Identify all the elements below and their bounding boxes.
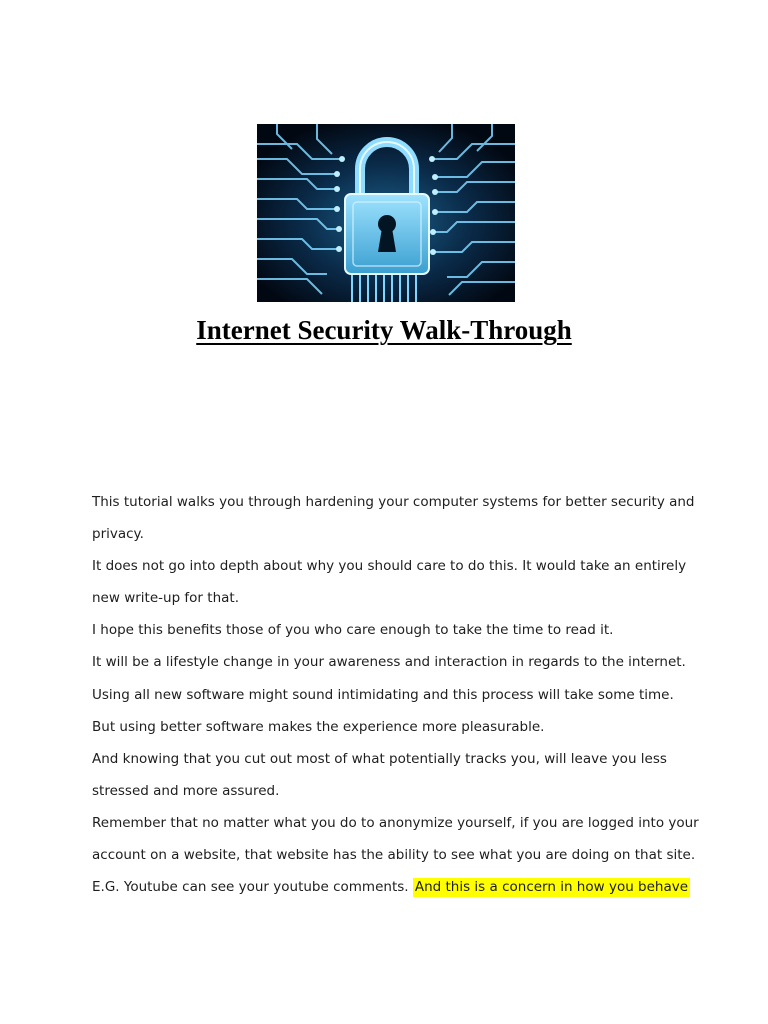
document-title: Internet Security Walk-Through (196, 315, 572, 345)
paragraph: This tutorial walks you through hardening your computer systems for better security and privacy. (92, 494, 695, 543)
document-body (92, 486, 702, 903)
paragraph: But using better software makes the experience more pleasurable. (92, 718, 545, 735)
paragraph: And knowing that you cut out most of what potentially tracks you, will leave you less stressed and more assured. (92, 750, 667, 799)
last-paragraph (92, 871, 702, 903)
highlighted-text: And this is a concern in how you behave (414, 879, 689, 896)
padlock-circuit-image (257, 124, 515, 302)
paragraph: It will be a lifestyle change in your awareness and interaction in regards to the internet. (92, 654, 686, 671)
padlock-circuit-icon (257, 124, 515, 302)
paragraph: Using all new software might sound intimidating and this process will take some time. (92, 686, 674, 703)
last-line-text: E.G. Youtube can see your youtube comments. (92, 879, 409, 896)
paragraph: Remember that no matter what you do to anonymize yourself, if you are logged into your account on a website, that website has the ability to see what you are doing on that site. (92, 814, 699, 864)
paragraph: I hope this benefits those of you who care enough to take the time to read it. (92, 622, 614, 639)
paragraph: It does not go into depth about why you should care to do this. It would take an entirely new write-up for that. (92, 558, 687, 607)
